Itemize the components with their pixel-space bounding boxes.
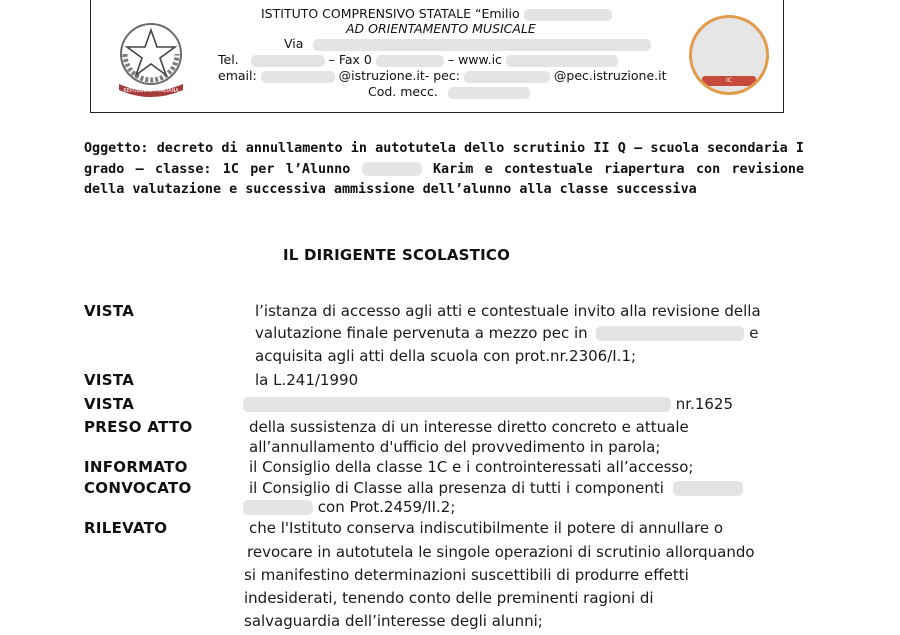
address-line	[284, 36, 651, 51]
label-informato: INFORMATO	[84, 458, 188, 476]
convocato-line2-text: con Prot.2459/II.2;	[317, 498, 456, 516]
italian-republic-emblem	[109, 14, 193, 100]
page-title: IL DIRIGENTE SCOLASTICO	[283, 246, 511, 264]
school-logo	[689, 15, 769, 95]
rilevato-line1: che l'Istituto conserva indiscutibilmente il potere di annullare o	[249, 519, 724, 537]
label-vista: VISTA	[84, 371, 135, 389]
rilevato-line2: revocare in autotutela le singole operazioni di scrutinio allorquando	[247, 543, 755, 561]
informato-text: il Consiglio della classe 1C e i controinteressati all’accesso;	[249, 458, 694, 476]
tel-label: Tel.	[218, 52, 239, 67]
convocato-line1-text: il Consiglio di Classe alla presenza di tutti i componenti	[249, 479, 664, 497]
letterhead	[90, 0, 784, 113]
school-logo-icon	[692, 18, 766, 92]
rilevato-line3: si manifestino determinazioni suscettibili di produrre effetti	[244, 566, 689, 584]
label-convocato: CONVOCATO	[84, 479, 192, 497]
redaction	[251, 55, 325, 67]
web-label: – www.ic	[447, 52, 502, 67]
redaction	[243, 500, 313, 515]
label-rilevato: RILEVATO	[84, 519, 168, 537]
email-line	[218, 68, 666, 83]
subject-part2: Karim e contestuale riapertura con revisione della valutazione e successiva ammissione dell’alunno alla classe successiva	[84, 161, 805, 197]
redaction	[464, 71, 550, 83]
redaction	[506, 55, 618, 67]
rilevato-line5: salvaguardia dell’interesse degli alunni;	[244, 612, 543, 630]
email-domain: @istruzione.it- pec:	[338, 68, 460, 83]
redaction	[313, 39, 651, 51]
redaction	[261, 71, 335, 83]
subject-part1: Oggetto: decreto di annullamento in autotutela dello scrutinio II Q – scuola secondaria I grado – classe: 1C per l’Alunno	[84, 141, 804, 177]
emblem-caption: REPUBBLICA ITALIANA	[123, 88, 179, 94]
vista2-text: la L.241/1990	[255, 371, 359, 389]
school-name: ISTITUTO COMPRENSIVO STATALE “Emilio	[261, 6, 520, 21]
school-name-line	[261, 6, 612, 21]
preso-atto-line2: all’annullamento d'ufficio del provvedimento in parola;	[249, 438, 661, 456]
email-label: email:	[218, 68, 257, 83]
subject-paragraph	[84, 139, 804, 201]
label-vista: VISTA	[84, 302, 135, 320]
label-vista: VISTA	[84, 395, 135, 413]
convocato-line1	[249, 478, 743, 499]
vista1-line3: acquisita agli atti della scuola con prot.nr.2306/I.1;	[255, 347, 637, 365]
redaction	[376, 55, 444, 67]
vista3-line	[243, 394, 733, 415]
redaction	[596, 326, 744, 341]
address-label: Via	[284, 36, 304, 51]
vista1-line2-start: valutazione finale pervenuta a mezzo pec in	[255, 324, 588, 342]
music-orientation: AD ORIENTAMENTO MUSICALE	[346, 21, 536, 36]
vista1-line1: l’istanza di accesso agli atti e contestuale invito alla revisione della	[255, 302, 761, 320]
redaction	[362, 162, 422, 176]
vista1-line2	[255, 323, 758, 344]
redaction	[524, 9, 612, 21]
redaction	[448, 87, 530, 99]
label-preso-atto: PRESO ATTO	[84, 418, 193, 436]
redaction	[673, 481, 743, 496]
rilevato-line4: indesiderati, tenendo conto delle preminenti ragioni di	[244, 589, 654, 607]
cod-mecc-line	[368, 84, 530, 99]
pec-domain: @pec.istruzione.it	[553, 68, 667, 83]
convocato-line2	[243, 497, 455, 518]
preso-atto-line1: della sussistenza di un interesse diretto concreto e attuale	[249, 418, 689, 436]
phone-line	[218, 52, 618, 67]
cod-mecc-label: Cod. mecc.	[368, 84, 438, 99]
vista3-text-end: nr.1625	[675, 395, 734, 413]
fax-label: – Fax 0	[328, 52, 372, 67]
redaction	[243, 397, 671, 412]
school-logo-caption: IC	[726, 77, 732, 84]
vista1-line2-end: e	[749, 324, 759, 342]
